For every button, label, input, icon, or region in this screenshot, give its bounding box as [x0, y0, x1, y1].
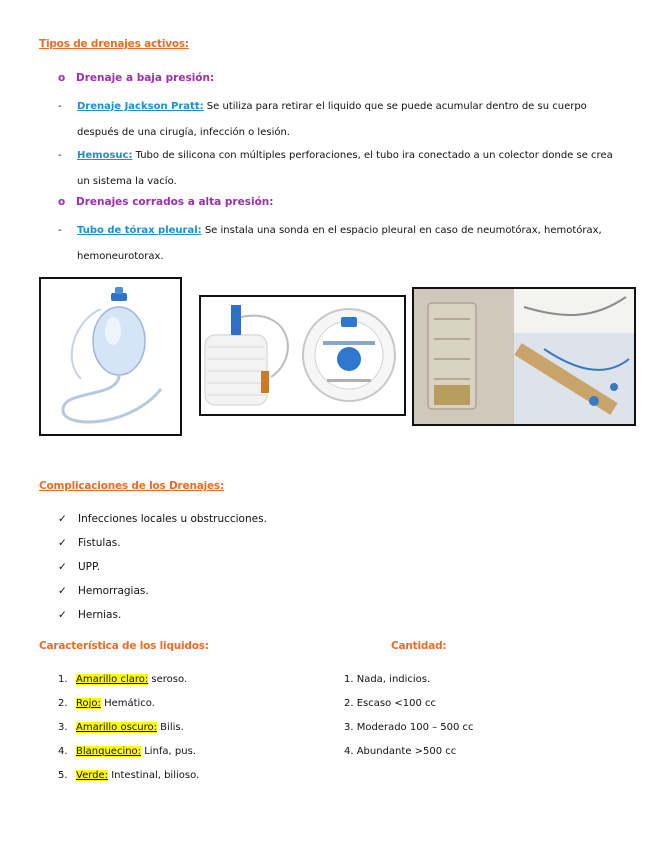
chest-tube-text: Se instala una sonda en el espacio pleural en caso de neumotórax, hemotórax, hemoneurotorax. — [77, 225, 602, 262]
image-hemosuc-collector — [199, 295, 406, 416]
fluid-meaning: Hemático. — [100, 698, 155, 709]
dash-bullet: - — [58, 101, 62, 112]
fluid-meaning: Linfa, pus. — [141, 746, 196, 757]
complication-text: UPP. — [78, 561, 101, 573]
section-title-quantity: Cantidad: — [391, 640, 447, 652]
image-jackson-pratt-bulb — [39, 277, 182, 436]
fluid-color: Blanquecino: — [76, 746, 142, 757]
term-jackson-pratt: Drenaje Jackson Pratt: — [77, 101, 204, 112]
fluid-meaning: Bilis. — [157, 722, 184, 733]
dash-bullet: - — [58, 225, 62, 236]
section-title-drainage-types: Tipos de drenajes activos: — [39, 38, 189, 50]
complication-text: Hernias. — [78, 609, 122, 621]
quantity-item: 3. Moderado 100 – 500 cc — [344, 722, 474, 733]
circle-bullet: o — [58, 196, 66, 208]
quantity-item: 4. Abundante >500 cc — [344, 746, 457, 757]
paragraph-chest-tube — [77, 218, 622, 270]
complication-text: Fistulas. — [78, 537, 121, 549]
list-item — [58, 674, 187, 685]
list-item — [58, 698, 155, 709]
fluid-color: Amarillo claro: — [76, 674, 149, 685]
list-item — [58, 746, 196, 757]
check-icon: ✓ — [58, 537, 67, 549]
fluid-color: Verde: — [76, 770, 109, 781]
complication-text: Hemorragias. — [78, 585, 149, 597]
check-icon: ✓ — [58, 513, 67, 525]
list-item — [58, 585, 149, 597]
hemosuc-illustration — [201, 297, 404, 414]
subheading-low-pressure-text: Drenaje a baja presión: — [76, 72, 215, 84]
jackson-pratt-illustration — [41, 279, 180, 434]
subheading-high-pressure-text: Drenajes corrados a alta presión: — [76, 196, 274, 208]
quantity-item: 1. Nada, indicios. — [344, 674, 431, 685]
list-number: 3. — [58, 722, 68, 733]
fluid-meaning: seroso. — [148, 674, 188, 685]
fluid-color: Rojo: — [76, 698, 101, 709]
quantity-item: 2. Escaso <100 cc — [344, 698, 437, 709]
list-number: 2. — [58, 698, 68, 709]
term-hemosuc: Hemosuc: — [77, 150, 133, 161]
paragraph-jackson-pratt — [77, 94, 622, 146]
list-item — [58, 609, 121, 621]
check-icon: ✓ — [58, 585, 67, 597]
paragraph-hemosuc — [77, 143, 622, 195]
subheading-low-pressure — [58, 72, 214, 84]
check-icon: ✓ — [58, 561, 67, 573]
term-chest-tube: Tubo de tórax pleural: — [77, 225, 202, 236]
complication-text: Infecciones locales u obstrucciones. — [78, 513, 267, 525]
list-item — [58, 770, 199, 781]
list-number: 1. — [58, 674, 68, 685]
list-number: 4. — [58, 746, 68, 757]
list-item — [58, 513, 267, 525]
section-title-fluid-characteristics: Característica de los liquidos: — [39, 640, 209, 652]
list-item — [58, 537, 121, 549]
hemosuc-text: Tubo de silicona con múltiples perforaciones, el tubo ira conectado a un colector donde se crea un sistema la vacío. — [77, 150, 613, 187]
jackson-pratt-text: Se utiliza para retirar el liquido que se puede acumular dentro de su cuerpo después de una cirugía, infección o lesión. — [77, 101, 587, 138]
circle-bullet: o — [58, 72, 66, 84]
list-number: 5. — [58, 770, 68, 781]
image-chest-tube — [412, 287, 636, 426]
list-item — [58, 722, 184, 733]
fluid-color: Amarillo oscuro: — [76, 722, 157, 733]
check-icon: ✓ — [58, 609, 67, 621]
list-item — [58, 561, 100, 573]
chest-tube-illustration — [414, 289, 634, 424]
section-title-complications: Complicaciones de los Drenajes: — [39, 480, 224, 492]
fluid-meaning: Intestinal, bilioso. — [108, 770, 200, 781]
subheading-high-pressure — [58, 196, 273, 208]
dash-bullet: - — [58, 150, 62, 161]
